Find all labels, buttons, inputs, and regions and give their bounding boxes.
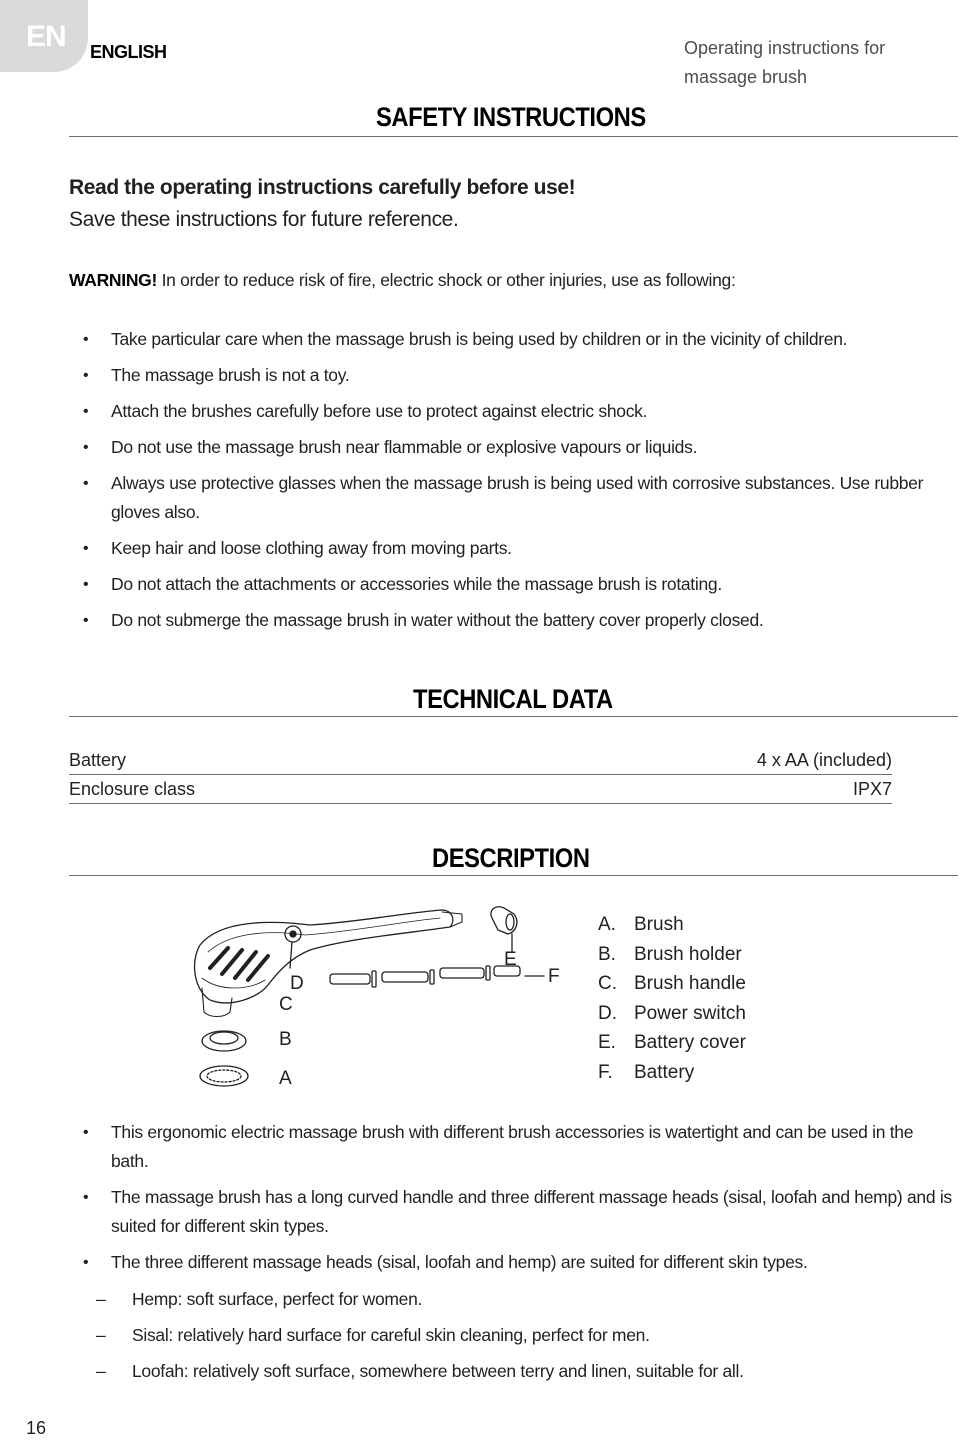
intro-bold: Read the operating instructions carefully before use! xyxy=(69,176,576,199)
massage-brush-illustration xyxy=(180,900,590,1100)
tech-label: Enclosure class xyxy=(69,779,196,799)
tech-value: 4 x AA (included) xyxy=(756,750,892,770)
part-letter: F. xyxy=(598,1061,613,1083)
figure-label-b: B xyxy=(279,1029,292,1050)
brush-handle-outline xyxy=(195,910,453,1003)
part-letter: C. xyxy=(598,973,617,994)
table-row xyxy=(69,746,892,775)
part-letter: D. xyxy=(598,1002,617,1024)
document-title: Operating instructions for massage brush xyxy=(684,38,886,87)
technical-rule xyxy=(69,716,958,717)
list-item: • The massage brush has a long curved handle and three different massage heads (sisal, loofah and hemp) and is suited for different skin types. xyxy=(69,1183,954,1241)
safety-intro xyxy=(69,172,575,236)
safety-list xyxy=(69,325,949,642)
part-name: Battery xyxy=(634,1061,695,1083)
figure-label-e: E xyxy=(504,949,517,970)
description-title: DESCRIPTION xyxy=(432,843,590,873)
list-item: • This ergonomic electric massage brush with different brush accessories is watertight and can be used in the bath. xyxy=(69,1118,954,1176)
part-letter: B. xyxy=(598,943,616,965)
list-item xyxy=(598,1058,746,1088)
list-item: • Take particular care when the massage brush is being used by children or in the vicinity of children. xyxy=(69,325,949,354)
sub-list xyxy=(69,1285,954,1386)
list-item: • Do not submerge the massage brush in water without the battery cover properly closed. xyxy=(69,606,949,635)
list-item: • Always use protective glasses when the massage brush is being used with corrosive substances. Use rubber gloves also. xyxy=(69,469,949,527)
list-item: • Do not use the massage brush near flammable or explosive vapours or liquids. xyxy=(69,433,949,462)
page-number: 16 xyxy=(26,1418,47,1438)
sub-list-item: – Sisal: relatively hard surface for careful skin cleaning, perfect for men. xyxy=(69,1321,954,1350)
language-code: EN xyxy=(26,20,66,53)
list-item xyxy=(598,999,746,1029)
description-list xyxy=(69,1118,954,1393)
list-item xyxy=(69,1248,954,1386)
brush-holder-drawing xyxy=(202,1031,246,1051)
sub-list-item: – Loofah: relatively soft surface, somewhere between terry and linen, suitable for all. xyxy=(69,1357,954,1386)
warning-label: WARNING! xyxy=(69,270,158,290)
list-item xyxy=(598,940,746,970)
table-row xyxy=(69,775,892,804)
figure-label-a: A xyxy=(279,1068,292,1089)
description-rule xyxy=(69,875,958,876)
intro-line2: Save these instructions for future reference. xyxy=(69,208,459,231)
tech-label: Battery xyxy=(69,750,127,770)
list-item xyxy=(598,969,746,999)
list-item-text: The three different massage heads (sisal, loofah and hemp) are suited for different skin types. xyxy=(111,1252,808,1272)
figure-label-d: D xyxy=(290,973,304,994)
part-letter: A. xyxy=(598,914,616,935)
batteries-drawing xyxy=(330,966,520,987)
parts-list xyxy=(598,910,746,1087)
list-item: • The massage brush is not a toy. xyxy=(69,361,949,390)
figure-label-c: C xyxy=(279,994,293,1015)
tech-value: IPX7 xyxy=(852,779,892,799)
part-name: Power switch xyxy=(634,1002,746,1024)
part-name: Brush holder xyxy=(634,943,742,965)
part-name: Brush xyxy=(634,914,684,935)
safety-title: SAFETY INSTRUCTIONS xyxy=(376,102,646,132)
part-letter: E. xyxy=(598,1032,616,1053)
list-item xyxy=(598,1028,746,1058)
list-item: • Attach the brushes carefully before use to protect against electric shock. xyxy=(69,397,949,426)
figure-label-f: F xyxy=(548,966,560,987)
part-name: Battery cover xyxy=(634,1032,746,1053)
part-name: Brush handle xyxy=(634,973,746,994)
list-item: • Do not attach the attachments or accessories while the massage brush is rotating. xyxy=(69,570,949,599)
list-item: • Keep hair and loose clothing away from moving parts. xyxy=(69,534,949,563)
language-name: ENGLISH xyxy=(90,42,167,62)
safety-rule xyxy=(69,136,958,137)
list-item xyxy=(598,910,746,940)
technical-title: TECHNICAL DATA xyxy=(413,684,613,714)
sub-list-item: – Hemp: soft surface, perfect for women. xyxy=(69,1285,954,1314)
warning-paragraph xyxy=(69,268,949,292)
battery-cover-drawing xyxy=(491,907,517,934)
warning-text: In order to reduce risk of fire, electric shock or other injuries, use as following: xyxy=(157,270,736,290)
